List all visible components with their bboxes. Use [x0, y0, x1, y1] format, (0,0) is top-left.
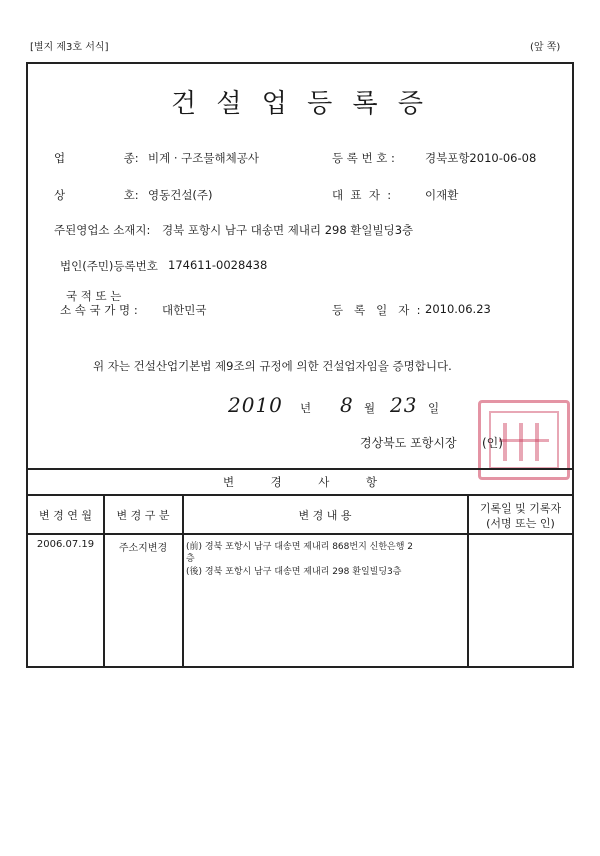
issue-year-unit: 년 [300, 401, 312, 415]
issue-day: 23 [390, 393, 418, 417]
office-address-label: 주된영업소 소재지: [54, 223, 151, 237]
office-address-value: 경북 포항시 남구 대송면 제내리 298 환일빌딩3층 [162, 223, 414, 237]
header-signature: (서명 또는 인) [486, 517, 555, 530]
corporate-number-label: 법인(주민)등록번호 [60, 259, 158, 273]
issue-month-unit: 월 [364, 401, 376, 415]
changes-header-rule [26, 533, 574, 535]
row-content-after: (後) 경북 포항시 남구 대송면 제내리 298 환일빌딩3층 [186, 567, 402, 577]
business-type-value: 비계 · 구조물해체공사 [148, 151, 259, 165]
registration-number-label: 등 록 번 호 : [332, 151, 395, 165]
issue-month: 8 [340, 393, 354, 417]
header-change-content: 변 경 내 용 [298, 509, 352, 522]
changes-title-rule [26, 494, 574, 496]
row-change-type: 주소지변경 [118, 543, 168, 554]
business-type-label: 업 종: [54, 151, 139, 165]
changes-top-rule [26, 468, 574, 470]
registration-date-label: 등 록 일 자 : [332, 303, 421, 317]
header-record-date: 기록일 및 기록자 [479, 502, 562, 515]
issue-year: 2010 [228, 393, 283, 417]
trade-name-label: 상 호: [54, 188, 139, 202]
changes-section-title: 변 경 사 항 [222, 475, 378, 489]
trade-name-value: 영동건설(주) [148, 188, 213, 202]
representative-value: 이재환 [425, 188, 459, 202]
nationality-label-line1: 국 적 또 는 [66, 289, 122, 303]
registration-number-value: 경북포항2010-06-08 [425, 151, 537, 165]
header-change-date: 변 경 연 월 [39, 509, 92, 522]
nationality-value: 대한민국 [162, 303, 207, 317]
issue-day-unit: 일 [428, 401, 440, 415]
row-content-before: (前) 경북 포항시 남구 대송면 제내리 868번지 신한은행 2 [186, 542, 414, 552]
representative-label: 대 표 자 : [332, 188, 392, 202]
issuer-name: 경상북도 포항시장 [360, 436, 457, 450]
header-change-type: 변 경 구 분 [116, 509, 170, 522]
nationality-label-line2: 소 속 국 가 명 : [60, 303, 138, 317]
row-change-date: 2006.07.19 [36, 539, 95, 550]
certification-statement: 위 자는 건설산업기본법 제9조의 규정에 의한 건설업자임을 증명합니다. [93, 359, 452, 373]
registration-date-value: 2010.06.23 [425, 302, 491, 316]
form-number: [별지 제3호 서식] [30, 42, 109, 53]
page-side-label: (앞 쪽) [530, 42, 561, 53]
certificate-title: 건 설 업 등 록 증 [170, 89, 430, 119]
seal-mark: (인) [482, 436, 503, 450]
corporate-number-value: 174611-0028438 [168, 258, 268, 272]
row-content-before-cont: 층 [186, 554, 195, 564]
